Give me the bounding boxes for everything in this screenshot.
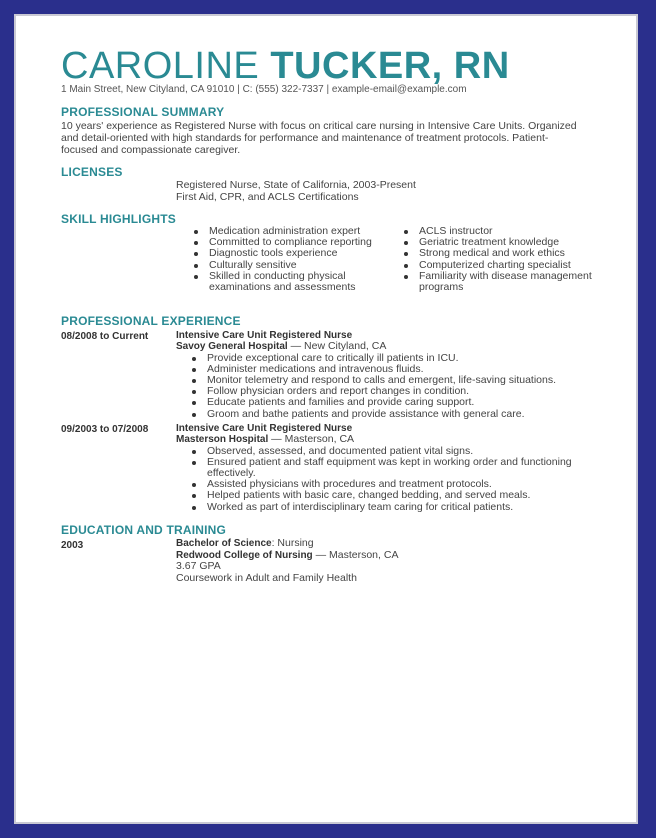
school-name: Redwood College of Nursing [176, 549, 313, 561]
duties-list [176, 446, 616, 513]
education-heading: EDUCATION AND TRAINING [61, 523, 227, 537]
employer-line [176, 434, 616, 446]
licenses-heading: LICENSES [61, 165, 123, 179]
education-entry [176, 538, 398, 584]
experience-heading: PROFESSIONAL EXPERIENCE [61, 314, 241, 328]
coursework: Coursework in Adult and Family Health [176, 571, 357, 584]
job-entry [176, 330, 616, 420]
skill-item: ACLS instructor [388, 226, 598, 237]
education-year: 2003 [61, 540, 84, 551]
gpa: 3.67 GPA [176, 560, 221, 572]
job-dates: 08/2008 to Current [61, 331, 149, 342]
employer-location: — Masterson, CA [268, 433, 355, 445]
employer-line [176, 341, 616, 353]
candidate-name [61, 46, 510, 86]
employer-name: Masterson Hospital [176, 434, 269, 445]
skill-item: Strong medical and work ethics [388, 248, 598, 259]
employer-location: — New Cityland, CA [287, 340, 387, 352]
duties-list [176, 353, 616, 420]
job-dates: 09/2003 to 07/2008 [61, 424, 149, 435]
duty-item: Observed, assessed, and documented patient vital signs. [176, 446, 616, 457]
school-location: — Masterson, CA [312, 548, 399, 561]
skill-item: Computerized charting specialist [388, 260, 598, 271]
employer-name: Savoy General Hospital [176, 341, 288, 352]
duty-item: Groom and bathe patients and provide assistance with general care. [176, 409, 616, 420]
duty-item: Ensured patient and staff equipment was kept in working order and functioning effectively. [176, 457, 616, 479]
degree-field: : Nursing [271, 537, 314, 549]
duty-item: Administer medications and intravenous fluids. [176, 364, 616, 375]
duty-item: Educate patients and families and provide caring support. [176, 397, 616, 408]
summary-text: 10 years' experience as Registered Nurse with focus on critical care nursing in Intensive Care Units. Organized and detail-oriented with high standards for performance and maintenance of treatment protocols. Patient-focused and compassionate caregiver. [61, 120, 577, 156]
skill-item: Culturally sensitive [178, 260, 378, 271]
degree-label: Bachelor of Science [176, 538, 272, 549]
skill-item: Skilled in conducting physical examinations and assessments [178, 271, 378, 293]
skills-heading: SKILL HIGHLIGHTS [61, 212, 176, 226]
first-name: CAROLINE [61, 45, 260, 87]
skill-item: Geriatric treatment knowledge [388, 237, 598, 248]
skill-item: Committed to compliance reporting [178, 237, 378, 248]
summary-heading: PROFESSIONAL SUMMARY [61, 105, 225, 119]
license-item: First Aid, CPR, and ACLS Certifications [176, 190, 359, 203]
duty-item: Worked as part of interdisciplinary team caring for critical patients. [176, 502, 616, 513]
duty-item: Assisted physicians with procedures and treatment protocols. [176, 479, 616, 490]
skills-left-list [178, 226, 378, 293]
duty-item: Provide exceptional care to critically ill patients in ICU. [176, 353, 616, 364]
resume-page [14, 14, 638, 824]
last-name: TUCKER, RN [270, 45, 510, 87]
job-title: Intensive Care Unit Registered Nurse [176, 330, 353, 341]
contact-line: 1 Main Street, New Cityland, CA 91010 | C: (555) 322-7337 | example-email@example.com [61, 84, 467, 95]
duty-item: Helped patients with basic care, changed bedding, and served meals. [176, 490, 616, 501]
duty-item: Monitor telemetry and respond to calls and emergent, life-saving situations. [176, 375, 616, 386]
skill-item: Medication administration expert [178, 226, 378, 237]
licenses-list [176, 180, 416, 203]
license-item: Registered Nurse, State of California, 2003-Present [176, 179, 416, 191]
skills-right-list [388, 226, 598, 293]
duty-item: Follow physician orders and report changes in condition. [176, 386, 616, 397]
skill-item: Familiarity with disease management programs [388, 271, 598, 293]
job-title: Intensive Care Unit Registered Nurse [176, 423, 353, 434]
job-entry [176, 423, 616, 513]
skill-item: Diagnostic tools experience [178, 248, 378, 259]
